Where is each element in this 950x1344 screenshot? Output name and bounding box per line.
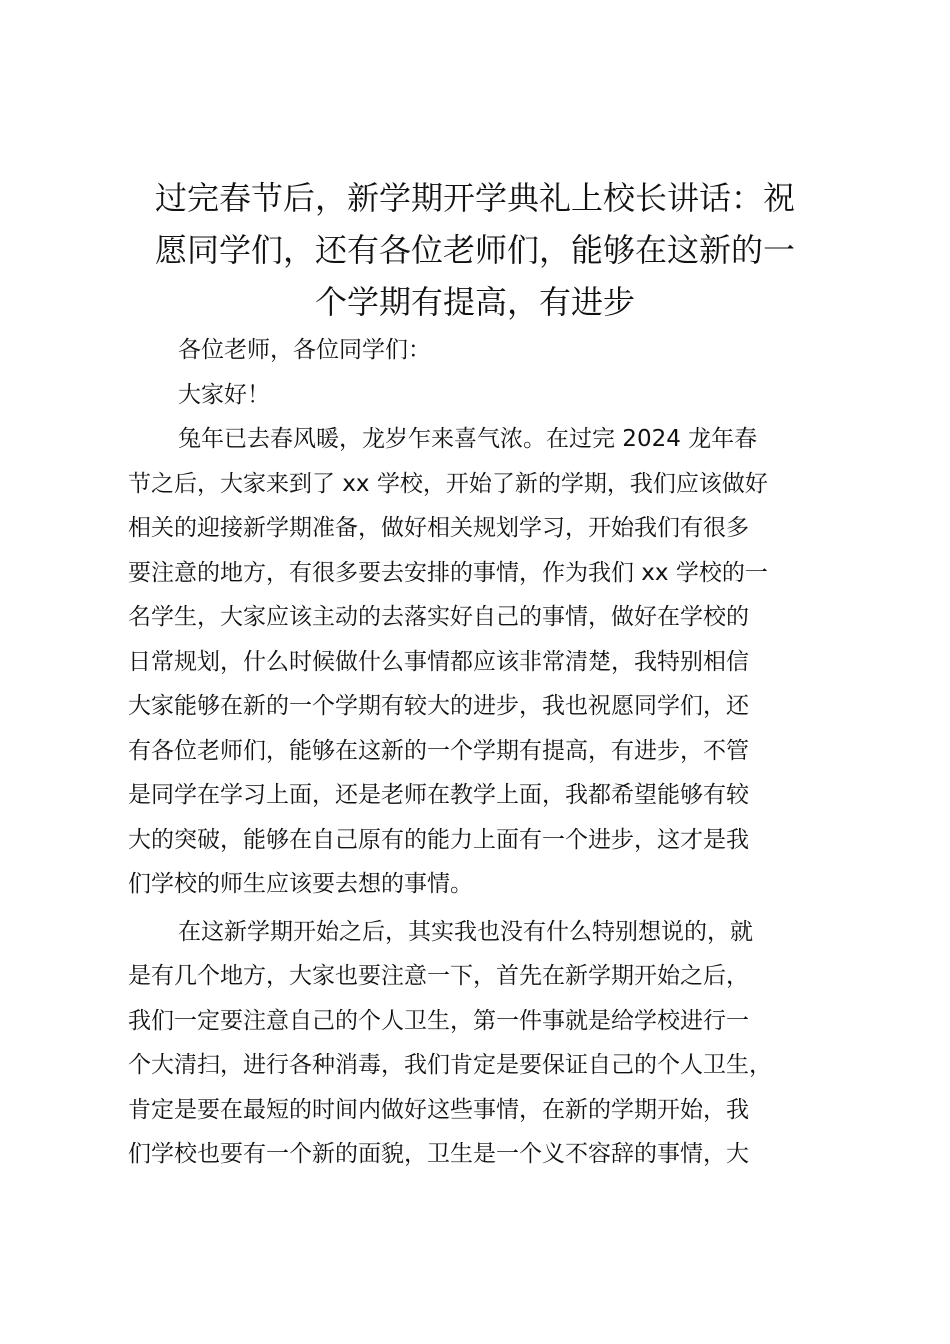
salutation: 各位老师，各位同学们： xyxy=(178,337,431,363)
paragraph-line: 要注意的地方，有很多要去安排的事情，作为我们 xx 学校的一 xyxy=(128,559,768,586)
paragraph-line: 是同学在学习上面，还是老师在教学上面，我都希望能够有较 xyxy=(128,782,749,808)
document-body xyxy=(128,328,828,1177)
title-line: 过完春节后，新学期开学典礼上校长讲话：祝 xyxy=(154,179,795,217)
document-title xyxy=(120,172,830,328)
paragraph-line: 兔年已去春风暖，龙岁乍来喜气浓。在过完 2024 龙年春 xyxy=(178,426,758,452)
paragraph-line: 我们一定要注意自己的个人卫生，第一件事就是给学校进行一 xyxy=(128,1007,749,1034)
paragraph-1 xyxy=(128,417,828,907)
paragraph-line: 是有几个地方，大家也要注意一下，首先在新学期开始之后， xyxy=(128,963,749,989)
paragraph-line: 名学生，大家应该主动的去落实好自己的事情，做好在学校的 xyxy=(128,604,749,630)
paragraph-2 xyxy=(128,910,828,1177)
greeting: 大家好！ xyxy=(178,381,270,408)
paragraph-line: 在这新学期开始之后，其实我也没有什么特别想说的，就 xyxy=(178,918,753,945)
paragraph-line: 个大清扫，进行各种消毒，我们肯定是要保证自己的个人卫生， xyxy=(128,1052,772,1078)
title-line: 愿同学们，还有各位老师们，能够在这新的一 xyxy=(154,231,795,269)
paragraph-line: 节之后，大家来到了 xx 学校，开始了新的学期，我们应该做好 xyxy=(128,470,768,497)
paragraph-line: 大的突破，能够在自己原有的能力上面有一个进步，这才是我 xyxy=(128,826,749,853)
paragraph-line: 相关的迎接新学期准备，做好相关规划学习，开始我们有很多 xyxy=(128,515,749,541)
paragraph-line: 们学校也要有一个新的面貌，卫生是一个义不容辞的事情，大 xyxy=(128,1141,749,1167)
title-line: 个学期有提高，有进步 xyxy=(314,283,635,321)
paragraph-line: 大家能够在新的一个学期有较大的进步，我也祝愿同学们，还 xyxy=(128,693,749,719)
paragraph-line: 有各位老师们，能够在这新的一个学期有提高，有进步，不管 xyxy=(128,737,749,764)
paragraph-line: 肯定是要在最短的时间内做好这些事情，在新的学期开始，我 xyxy=(128,1096,749,1123)
paragraph-line: 们学校的师生应该要去想的事情。 xyxy=(128,871,473,897)
paragraph-line: 日常规划，什么时候做什么事情都应该非常清楚，我特别相信 xyxy=(128,648,749,675)
